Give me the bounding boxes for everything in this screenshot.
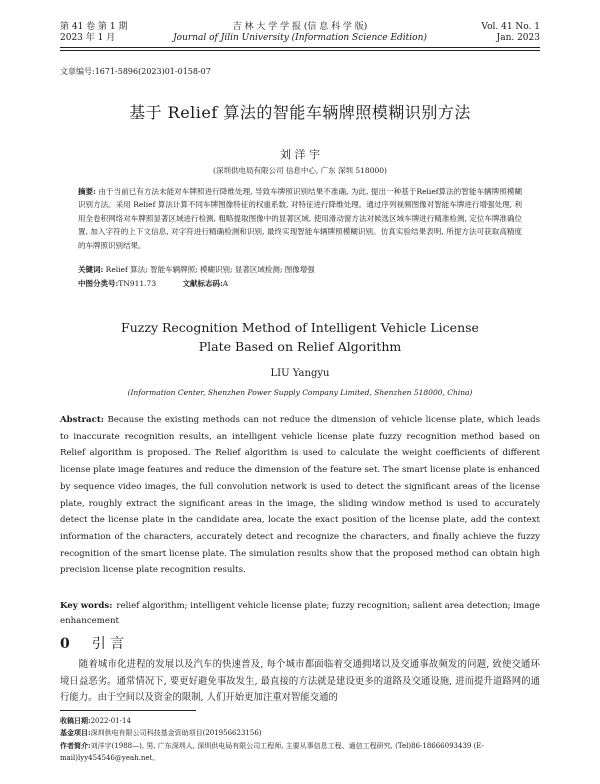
received-value: 2022-01-14 — [90, 717, 131, 725]
header-volume-cn: 第 41 卷 第 1 期 — [60, 22, 128, 32]
affiliation-cn: (深圳供电局有限公司 信息中心, 广东 深圳 518000) — [213, 166, 387, 175]
clc-label: 中图分类号: — [78, 279, 119, 288]
header-rule-top — [60, 47, 540, 48]
received-label: 收稿日期: — [60, 716, 91, 725]
abstract-en — [60, 412, 540, 579]
article-number: 文章编号:1671-5896(2023)01-0158-07 — [60, 67, 211, 76]
footnote-received — [60, 715, 540, 727]
footnote — [60, 715, 540, 764]
header-rule-bottom — [60, 50, 540, 51]
header-journal-en: Journal of Jilin University (Information Science Edition) — [173, 33, 427, 43]
footnote-rule — [60, 710, 196, 711]
section-number: 0 — [60, 636, 70, 652]
author-en: LIU Yangyu — [270, 368, 330, 379]
abstract-en-text: Because the existing methods can not reduce the dimension of vehicle license plate, which leads to inaccurate recognition results, an intelligent vehicle license plate fuzzy recognition method based on Relief algorithm is proposed. The Relief algorithm is used to calculate the weight coefficients of different license plate image features and reduce the dimension of the feature set. The smart license plate is enhanced by sequence video images, the full convolution network is used to detect the significant areas of the license plate, roughly extract the significant areas in the image, the sliding window method is used to accurately detect the license plate in the candidate area, locate the exact position of the license plate, add the context information of the characters, accurately detect and recognize the characters, and finally achieve the fuzzy recognition of the smart license plate. The simulation results show that the proposed method can obtain high precision license plate recognition results. — [60, 415, 541, 576]
title-en — [0, 318, 600, 356]
footnote-author — [60, 740, 540, 765]
header-date-cn: 2023 年 1 月 — [60, 33, 116, 43]
title-en-line2: Plate Based on Relief Algorithm — [198, 339, 402, 354]
section-title: 引 言 — [91, 636, 125, 652]
footnote-fund — [60, 727, 540, 739]
keywords-en-text: relief algorithm; intelligent vehicle license plate; fuzzy recognition; salient area detection; image enhancement — [60, 601, 540, 626]
section-heading — [60, 633, 124, 653]
keywords-cn-text: Relief 算法; 智能车辆牌照; 模糊识别; 显著区域检测; 图像增强 — [105, 265, 315, 274]
author-bio-label: 作者简介: — [60, 740, 91, 750]
header-journal-cn: 吉 林 大 学 学 报 (信 息 科 学 版) — [232, 22, 368, 32]
keywords-en-label: Key words: — [60, 601, 113, 611]
title-cn: 基于 Relief 算法的智能车辆牌照模糊识别方法 — [129, 103, 471, 122]
title-en-line1: Fuzzy Recognition Method of Intelligent Vehicle License — [121, 320, 479, 335]
keywords-en — [60, 599, 540, 629]
body-paragraph: 随着城市化进程的发展以及汽车的快速普及, 每个城市都面临着交通拥堵以及交通事故频发的问题, 致使交通环境日益恶劣。通常情况下, 要更好避免事故发生, 最直接的方法就是建设更多的道路及交通设施, 进而提升道路网的通行能力。由于空间以及资金的限制, 人们开始更加注重对智能交通的 — [60, 659, 540, 703]
abstract-cn-label: 摘要: — [78, 187, 96, 196]
doc-label: 文献标志码: — [182, 279, 223, 288]
keywords-cn-label: 关键词: — [78, 265, 104, 274]
fund-value: 深圳供电有限公司科技基金资助项目(201956623156) — [90, 729, 262, 738]
clc-number — [78, 279, 156, 288]
fund-label: 基金项目: — [60, 728, 91, 738]
classification-line — [78, 278, 252, 289]
abstract-cn — [78, 185, 522, 252]
abstract-en-label: Abstract: — [60, 415, 104, 425]
header-volume-en: Vol. 41 No. 1 — [481, 22, 540, 32]
keywords-cn — [78, 264, 315, 275]
doc-value: A — [222, 279, 229, 288]
author-bio-value: 刘洋宇(1988—), 男, 广东深圳人, 深圳供电局有限公司工程师, 主要从事信息工程、通信工程研究, (Tel)86-18666093439 (E-mail)lyy454546@yeah.net。 — [60, 741, 484, 762]
header-volume-issue-en — [481, 22, 540, 44]
header-date-en: Jan. 2023 — [496, 33, 540, 43]
document-code — [182, 279, 228, 288]
abstract-cn-text: 由于当前已有方法未能对车牌照进行降维处理, 导致车牌照识别结果不准确, 为此, 提出一种基于Relief算法的智能车辆牌照模糊识别方法。采用 Relief 算法计算不同车牌图像特征的权重系数, 对特征进行降维处理。通过序列视频图像对智能车牌进行增强处理, 利用全卷积网络对车牌照显著区域进行检测, 粗略提取图像中的显著区域, 使用滑动窗方法对候选区域车牌进行精准检测, 定位车牌准确位置, 加入字符的上下文信息, 对字符进行精确检测和识别, 最终实现智能车辆牌照模糊识别。仿真实验结果表明, 所提方法可获取高精度的车牌照识别结果。 — [78, 187, 522, 250]
clc-value: TN911.73 — [118, 279, 157, 288]
affiliation-en: (Information Center, Shenzhen Power Supply Company Limited, Shenzhen 518000, China) — [127, 388, 473, 397]
author-cn: 刘 洋 宇 — [280, 148, 320, 161]
